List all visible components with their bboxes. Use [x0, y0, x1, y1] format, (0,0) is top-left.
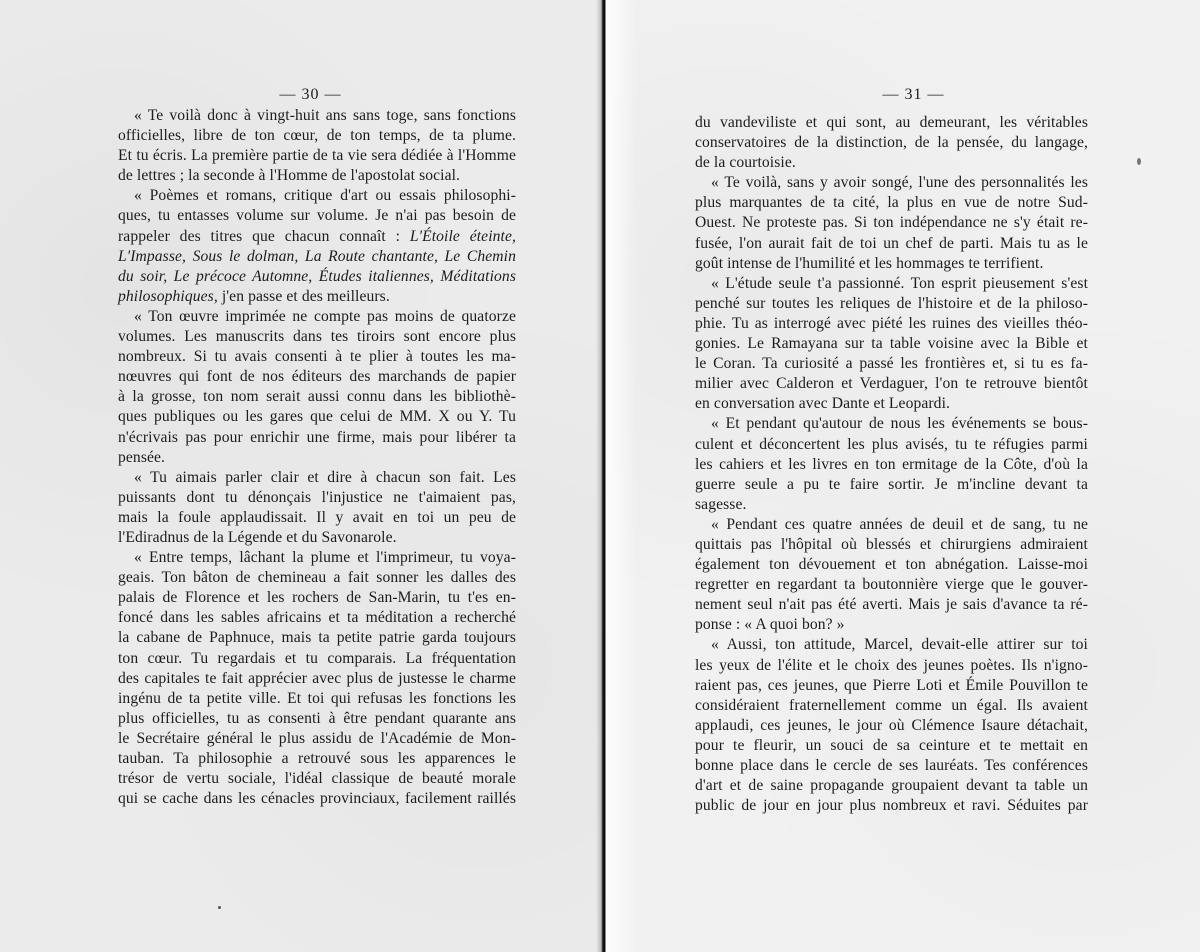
text-line: pensée. [118, 448, 166, 466]
text-line: « Te voilà donc à vingt-huit ans sans toge, sans fonctions [134, 107, 516, 124]
paragraph [695, 113, 1088, 173]
text-line: « Et pendant qu'autour de nous les événements se bous- [711, 415, 1088, 433]
text-line: ton cœur. Tu regardais et tu comparais. La fréquentation [118, 649, 516, 667]
text-line: bonne place dans le cercle de ses lauréats. Tes conférences [695, 757, 1088, 774]
text-line: ques, tu entasses volume sur volume. Je n'ai pas besoin de [118, 207, 516, 225]
text-line: tauban. Ta philosophie a retrouvé sous les apparences le [118, 750, 516, 767]
text-line: à la grosse, ton nom serait aussi connu dans les bibliothè- [118, 388, 516, 406]
page-number: — 30 — [279, 86, 342, 103]
paragraph [695, 515, 1088, 636]
text-line: « Te voilà, sans y avoir songé, l'une des personnalités les [711, 174, 1088, 192]
text-line: ponse : « A quoi bon? » [695, 616, 845, 634]
text-line: trésor de vertu sociale, l'idéal classique de beauté morale [118, 770, 516, 788]
text-run: rappeler des titres que chacun connaît : [118, 227, 410, 245]
text-line: de lettres ; la seconde à l'Homme de l'apostolat social. [118, 167, 461, 185]
paragraph [118, 548, 516, 809]
text-line: Et tu écris. La première partie de ta vie sera dédiée à l'Homme [118, 147, 516, 165]
text-line: quittais pas l'hôpital où blessés et chirurgiens admiraient [695, 535, 1088, 553]
text-line: la cabane de Paphnuce, mais ta petite patrie garda toujours [118, 629, 516, 647]
text-line: du vandeviliste et qui sont, au demeurant, les véritables [695, 114, 1088, 131]
text-line: le Secrétaire général le plus assidu de l'Académie de Mon- [118, 729, 516, 747]
paragraph [695, 414, 1088, 514]
text-line: puissants dont tu dénonçais l'injustice ne t'aimaient pas, [118, 488, 516, 506]
text-line: pour te fleurir, un souci de sa ceinture et te mettait en [695, 736, 1088, 754]
text-line: nombreux. Si tu avais consenti à te plier à toutes les ma- [118, 348, 516, 366]
text-line: l'Ediradnus de la Légende et du Savonarole. [118, 528, 397, 546]
text-line: foncé dans les sables africains et ta méditation a recherché [118, 609, 516, 627]
page-highlight [607, 0, 637, 952]
text-line: qui se cache dans les cénacles provinciaux, facilement raillés [118, 790, 516, 808]
text-line: applaudi, ces jeunes, le jour où Clémence Isaure détachait, [695, 716, 1088, 734]
text-line: ingénu de ta petite ville. Et toi qui refusas les fonctions les [118, 689, 516, 707]
text-line: des capitales te fait apprécier avec plus de justesse le charme [118, 669, 516, 687]
paper-speck [1137, 158, 1141, 165]
paragraph [695, 274, 1088, 415]
text-line: « Tu aimais parler clair et dire à chacun son fait. Les [134, 468, 516, 486]
text-line: en conversation avec Dante et Leopardi. [695, 395, 951, 413]
text-line: penché sur toutes les reliques de l'histoire et de la philoso- [695, 294, 1088, 312]
text-line [118, 267, 516, 287]
text-line: « L'étude seule t'a passionné. Ton esprit pieusement s'est [711, 274, 1088, 292]
text-line: plus officielles, tu as consenti à être pendant quarante ans [118, 709, 516, 727]
text-line: les cahiers et les livres en ton ermitage de la Côte, d'où la [695, 455, 1088, 473]
paragraph [118, 186, 516, 307]
text-line: regretter en regardant ta boutonnière vierge que le gouver- [695, 576, 1088, 594]
text-line: le Coran. Ta curiosité a passé les frontières et, si tu es fa- [695, 355, 1088, 373]
text-line [118, 287, 516, 307]
text-line: « Entre temps, lâchant la plume et l'imprimeur, tu voya- [134, 549, 516, 567]
page-number: — 31 — [882, 86, 945, 103]
book-title: philosophiques, [118, 287, 218, 305]
paragraph [695, 635, 1088, 816]
text-line: n'écrivais pas pour enrichir une firme, mais pour libérer ta [118, 428, 516, 446]
text-line: nement seul n'ait pas été averti. Mais je sais d'avance ta ré- [695, 596, 1088, 614]
text-line: palais de Florence et les rochers de San-Marin, tu t'es en- [118, 589, 516, 607]
text-line [118, 247, 516, 267]
text-line: goût intense de l'humilité et les hommages te terrifient. [695, 254, 1044, 272]
text-line: officielles, libre de ton cœur, de ton temps, de ta plume. [118, 127, 516, 145]
page-text [118, 106, 516, 809]
text-line: considéraient fraternellement comme un égal. Ils avaient [695, 696, 1088, 714]
text-line: plus marquantes de ta cité, la plus en vue de notre Sud- [695, 194, 1088, 212]
text-line: mais la foule applaudissait. Il y avait en toi un peu de [118, 508, 516, 526]
right-page [607, 0, 1200, 952]
text-line: ques publiques ou les gares que celui de MM. X ou Y. Tu [118, 408, 516, 426]
text-line: de la courtoisie. [695, 154, 796, 172]
text-line: « Pendant ces quatre années de deuil et de sang, tu ne [711, 515, 1088, 533]
text-line: guerre seule a pu te faire sortir. Je m'incline devant ta [695, 475, 1088, 493]
text-line: Ouest. Ne proteste pas. Si ton indépendance ne s'y était re- [695, 214, 1088, 232]
book-title: L'Étoile éteinte, [409, 227, 516, 245]
text-line: conservatoires de la distinction, de la pensée, du langage, [695, 134, 1088, 152]
text-line: sagesse. [695, 495, 747, 513]
paragraph [695, 173, 1088, 273]
text-run: j'en passe et des meilleurs. [217, 287, 390, 305]
text-line: « Ton œuvre imprimée ne compte pas moins de quatorze [134, 307, 516, 325]
text-line: raient pas, ces jeunes, que Pierre Loti et Émile Pouvillon te [695, 676, 1088, 694]
text-line: gonies. Le Ramayana sur ta table voisine avec la Bible et [695, 335, 1088, 353]
book-titles: du soir, Le précoce Automne, Études italiennes, Méditations [118, 267, 516, 285]
text-line: « Poèmes et romans, critique d'art ou essais philosophi- [134, 187, 516, 205]
page-text [695, 113, 1088, 816]
text-line: d'art et de saine propagande groupaient devant ta table un [695, 777, 1088, 795]
text-line: volumes. Les manuscrits dans tes tiroirs sont encore plus [118, 328, 516, 346]
paragraph [118, 307, 516, 468]
text-line: également ton dévouement et ton abnégation. Laisse-moi [695, 556, 1088, 574]
text-line: public de jour en jour plus nombreux et ravi. Séduites par [695, 797, 1088, 815]
text-line: culent et déconcertent les plus avisés, tu te réfugies parmi [695, 435, 1088, 453]
paragraph [118, 468, 516, 548]
book-titles: L'Impasse, Sous le dolman, La Route chantante, Le Chemin [118, 247, 516, 265]
book-gutter [596, 0, 607, 952]
text-line [118, 227, 516, 247]
text-line: « Aussi, ton attitude, Marcel, devait-elle attirer sur toi [711, 636, 1088, 654]
text-line: les yeux de l'élite et le choix des jeunes poètes. Ils n'igno- [695, 656, 1088, 674]
text-line: fusée, l'on aurait fait de toi un chef de parti. Mais tu as le [695, 234, 1088, 252]
text-line: geais. Ton bâton de chemineau a fait sonner les dalles des [118, 569, 516, 587]
text-line: nœuvres qui font de nos éditeurs des marchands de papier [118, 368, 516, 386]
text-line: milier avec Calderon et Verdaguer, l'on te retrouve bientôt [695, 375, 1088, 393]
paragraph [118, 106, 516, 186]
paper-speck [218, 906, 221, 909]
text-line: phie. Tu as interrogé avec piété les ruines des vieilles théo- [695, 314, 1088, 332]
